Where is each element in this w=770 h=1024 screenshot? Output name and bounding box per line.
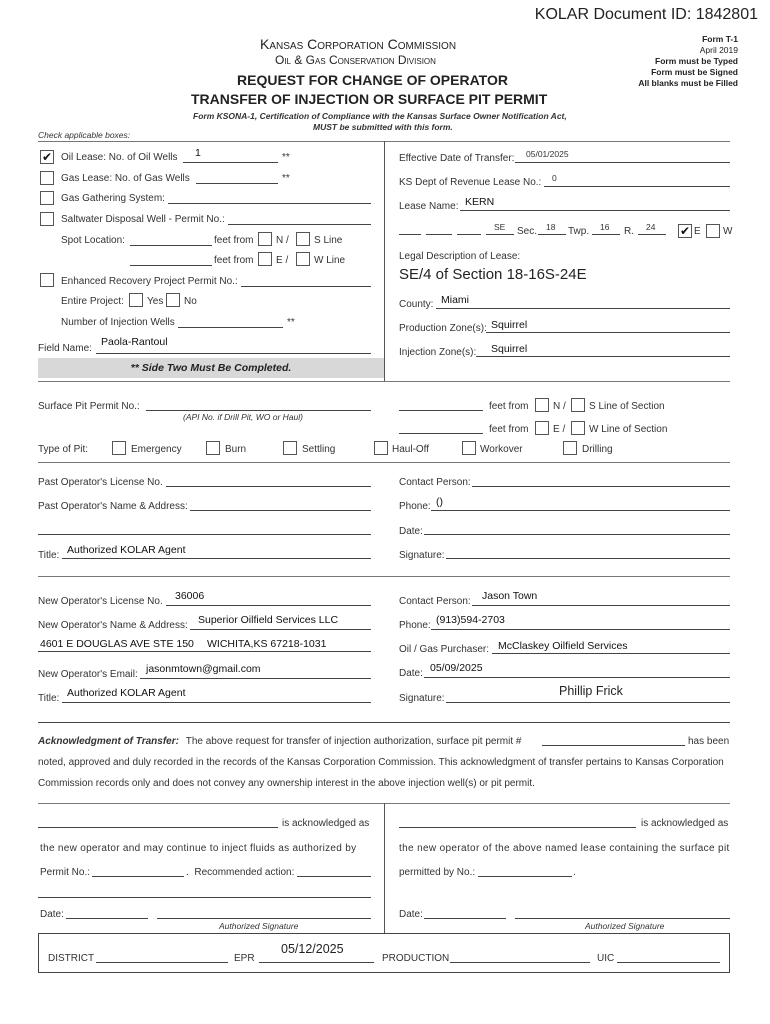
past-license-label: Past Operator's License No. <box>38 477 163 488</box>
spot-e-checkbox[interactable] <box>258 252 272 266</box>
entire-no-checkbox[interactable] <box>166 293 180 307</box>
eor-checkbox[interactable] <box>40 273 54 287</box>
form-title-2: TRANSFER OF INJECTION OR SURFACE PIT PERMIT <box>191 91 548 107</box>
pit-feet-from-1: feet from <box>489 401 529 412</box>
spot-w-label: W Line <box>314 255 346 266</box>
ack-label: Acknowledgment of Transfer: <box>38 736 179 747</box>
ack-text-3: Commission records only and does not convey any ownership interest in the above injection well(s) or pit permit. <box>38 778 535 789</box>
pit-s-label: S Line of Section <box>589 401 665 412</box>
footer-production-label: PRODUCTION <box>382 953 450 964</box>
twp-value[interactable]: 16 <box>600 222 610 232</box>
oil-lease-label: Oil Lease: No. of Oil Wells <box>61 152 178 163</box>
footer-district-label: DISTRICT <box>48 953 95 964</box>
range-label: R. <box>624 226 634 237</box>
ack-text-2: noted, approved and duly recorded in the records of the Kansas Corporation Commission. This acknowledgment of transfer pertains to Kansas Corporation <box>38 757 724 768</box>
pit-drilling-label: Drilling <box>582 444 613 455</box>
pit-permit-label: Surface Pit Permit No.: <box>38 401 140 412</box>
new-email-label: New Operator's Email: <box>38 669 138 680</box>
past-signature-label: Signature: <box>399 550 445 561</box>
production-zone-label: Production Zone(s): <box>399 323 487 334</box>
gas-lease-checkbox[interactable] <box>40 171 54 185</box>
pit-s-checkbox[interactable] <box>571 398 585 412</box>
pit-workover-checkbox[interactable] <box>462 441 476 455</box>
past-phone-label: Phone: <box>399 501 431 512</box>
form-date: April 2019 <box>699 45 738 55</box>
spot-w-checkbox[interactable] <box>296 252 310 266</box>
ack-rec-action-label: Recommended action: <box>194 867 295 878</box>
pit-n-checkbox[interactable] <box>535 398 549 412</box>
ks-revenue-value[interactable]: 0 <box>552 173 557 183</box>
ack-text-1: The above request for transfer of injection authorization, surface pit permit # <box>185 736 522 747</box>
range-e-label: E <box>694 226 701 237</box>
document-id: KOLAR Document ID: 1842801 <box>534 6 758 23</box>
new-purchaser-value[interactable]: McClaskey Oilfield Services <box>498 640 628 652</box>
quarter-value[interactable]: SE <box>494 222 506 232</box>
field-name-value[interactable]: Paola-Rantoul <box>101 336 168 348</box>
entire-project-label: Entire Project: <box>61 296 124 307</box>
ack-right-date-label: Date: <box>399 909 423 920</box>
twp-label: Twp. <box>568 226 590 237</box>
ack-right-is-ack: is acknowledged as <box>641 818 729 829</box>
new-contact-label: Contact Person: <box>399 596 471 607</box>
past-title-label: Title: <box>38 550 60 561</box>
spot-feet-from-1: feet from <box>214 235 254 246</box>
ack-has-been: has been <box>688 736 730 747</box>
spot-s-label: S Line <box>314 235 343 246</box>
new-city-value[interactable]: WICHITA,KS 67218-1031 <box>207 638 327 650</box>
ack-left-date-label: Date: <box>40 909 64 920</box>
pit-w-label: W Line of Section <box>589 424 668 435</box>
oil-wells-stars: ** <box>282 152 290 163</box>
new-contact-value[interactable]: Jason Town <box>482 590 538 602</box>
new-name-value[interactable]: Superior Oilfield Services LLC <box>198 614 339 626</box>
new-purchaser-label: Oil / Gas Purchaser: <box>399 644 490 655</box>
effective-date-value[interactable]: 05/01/2025 <box>526 149 569 159</box>
footer-uic-label: UIC <box>597 953 615 964</box>
range-e-checkbox[interactable]: ✔ <box>679 224 691 238</box>
injection-zone-value[interactable]: Squirrel <box>491 343 528 355</box>
new-phone-label: Phone: <box>399 620 431 631</box>
pit-e-label: E / <box>553 424 566 435</box>
sec-label: Sec. <box>517 226 538 237</box>
ack-right-auth-sig: Authorized Signature <box>585 921 665 931</box>
entire-yes-label: Yes <box>147 296 164 307</box>
spot-n-checkbox[interactable] <box>258 232 272 246</box>
lease-name-value[interactable]: KERN <box>465 196 495 208</box>
new-phone-value[interactable]: (913)594-2703 <box>436 614 505 626</box>
lease-name-label: Lease Name: <box>399 201 459 212</box>
new-date-label: Date: <box>399 668 423 679</box>
form-title-1: REQUEST FOR CHANGE OF OPERATOR <box>237 72 508 88</box>
ack-permit-label: Permit No.: <box>40 867 91 878</box>
sec-value[interactable]: 18 <box>546 222 556 232</box>
pit-w-checkbox[interactable] <box>571 421 585 435</box>
past-title-value[interactable]: Authorized KOLAR Agent <box>67 544 186 556</box>
range-w-checkbox[interactable] <box>706 224 720 238</box>
num-injection-label: Number of Injection Wells <box>61 317 175 328</box>
spot-s-checkbox[interactable] <box>296 232 310 246</box>
gas-gathering-checkbox[interactable] <box>40 191 54 205</box>
legal-desc-label: Legal Description of Lease: <box>399 251 521 262</box>
footer-epr-date[interactable]: 05/12/2025 <box>281 942 344 956</box>
pit-api-note: (API No. if Drill Pit, WO or Haul) <box>183 412 303 422</box>
past-phone-value[interactable]: () <box>436 496 443 508</box>
range-w-label: W <box>723 226 733 237</box>
past-name-label: Past Operator's Name & Address: <box>38 501 188 512</box>
entire-no-label: No <box>184 296 197 307</box>
org-name: Kansas Corporation Commission <box>260 36 457 52</box>
legal-desc-value[interactable]: SE/4 of Section 18-16S-24E <box>399 266 587 283</box>
form-info <box>638 34 738 89</box>
side-two-banner: ** Side Two Must Be Completed. <box>38 358 384 378</box>
entire-yes-checkbox[interactable] <box>129 293 143 307</box>
range-value[interactable]: 24 <box>646 222 656 232</box>
ack-period: . <box>573 867 576 878</box>
swd-checkbox[interactable] <box>40 212 54 226</box>
past-date-label: Date: <box>399 526 423 537</box>
ack-left-is-ack: is acknowledged as <box>282 818 370 829</box>
form-note-filled: All blanks must be Filled <box>638 78 738 88</box>
new-title-label: Title: <box>38 693 60 704</box>
pit-emergency-checkbox[interactable] <box>112 441 126 455</box>
pit-workover-label: Workover <box>480 444 523 455</box>
past-contact-label: Contact Person: <box>399 477 471 488</box>
new-signature-value[interactable]: Phillip Frick <box>559 684 623 698</box>
new-signature-label: Signature: <box>399 693 445 704</box>
ks-revenue-label: KS Dept of Revenue Lease No.: <box>399 177 542 188</box>
pit-n-label: N / <box>553 401 566 412</box>
pit-hauloff-label: Haul-Off <box>392 444 430 455</box>
production-zone-value[interactable]: Squirrel <box>491 319 528 331</box>
division-name: Oil & Gas Conservation Division <box>275 53 436 67</box>
spot-feet-from-2: feet from <box>214 255 254 266</box>
county-label: County: <box>399 299 434 310</box>
ack-left-auth-sig: Authorized Signature <box>219 921 299 931</box>
new-title-value[interactable]: Authorized KOLAR Agent <box>67 687 186 699</box>
county-value[interactable]: Miami <box>441 294 469 306</box>
footer-epr-label: EPR <box>234 953 255 964</box>
new-name-label: New Operator's Name & Address: <box>38 620 188 631</box>
pit-burn-label: Burn <box>225 444 247 455</box>
ack-permitted-by-label: permitted by No.: <box>399 867 476 878</box>
pit-settling-label: Settling <box>302 444 336 455</box>
gas-gathering-label: Gas Gathering System: <box>61 193 165 204</box>
swd-label: Saltwater Disposal Well - Permit No.: <box>61 214 225 225</box>
pit-emergency-label: Emergency <box>131 444 182 455</box>
pit-settling-checkbox[interactable] <box>283 441 297 455</box>
injection-zone-label: Injection Zone(s): <box>399 347 477 358</box>
new-license-label: New Operator's License No. <box>38 596 163 607</box>
spot-location-label: Spot Location: <box>61 235 125 246</box>
pit-drilling-checkbox[interactable] <box>563 441 577 455</box>
spot-e-label: E / <box>276 255 289 266</box>
pit-burn-checkbox[interactable] <box>206 441 220 455</box>
ack-right-text: the new operator of the above named lease containing the surface pit <box>399 843 730 854</box>
pit-type-label: Type of Pit: <box>38 444 89 455</box>
check-label: Check applicable boxes: <box>38 130 131 140</box>
spot-n-label: N / <box>276 235 289 246</box>
form-number: Form T-1 <box>702 34 738 44</box>
field-name-label: Field Name: <box>38 343 92 354</box>
eor-label: Enhanced Recovery Project Permit No.: <box>61 276 238 287</box>
pit-hauloff-checkbox[interactable] <box>374 441 388 455</box>
new-email-value[interactable]: jasonmtown@gmail.com <box>146 663 261 675</box>
gas-wells-stars: ** <box>282 173 290 184</box>
cert-note-2: MUST be submitted with this form. <box>313 122 453 132</box>
pit-feet-from-2: feet from <box>489 424 529 435</box>
form-note-signed: Form must be Signed <box>651 67 738 77</box>
cert-note-1: Form KSONA-1, Certification of Compliance with the Kansas Surface Owner Notification Act, <box>193 111 567 121</box>
num-injection-stars: ** <box>287 317 295 328</box>
gas-lease-label: Gas Lease: No. of Gas Wells <box>61 173 190 184</box>
ack-left-text: the new operator and may continue to inject fluids as authorized by <box>40 843 357 854</box>
new-address-value[interactable]: 4601 E DOUGLAS AVE STE 150 <box>40 638 194 650</box>
oil-wells-value[interactable]: 1 <box>195 147 201 159</box>
new-license-value[interactable]: 36006 <box>175 590 205 602</box>
form-note-typed: Form must be Typed <box>655 56 738 66</box>
oil-lease-checkbox[interactable]: ✔ <box>41 150 53 164</box>
pit-e-checkbox[interactable] <box>535 421 549 435</box>
effective-date-label: Effective Date of Transfer: <box>399 153 515 164</box>
new-date-value[interactable]: 05/09/2025 <box>430 662 483 674</box>
